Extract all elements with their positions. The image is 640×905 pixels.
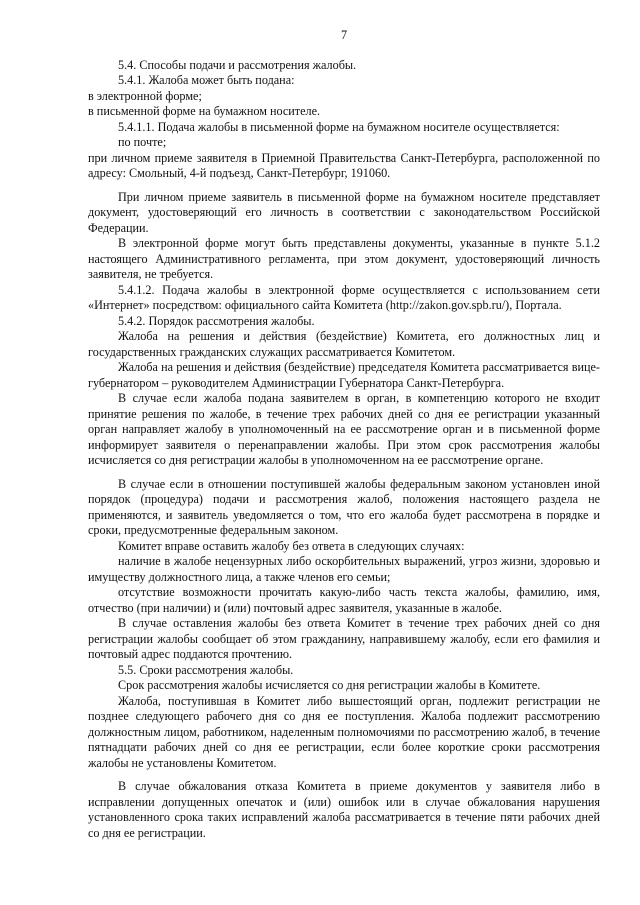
paragraph-electronic-documents: В электронной форме могут быть представлены документы, указанные в пункте 5.1.2 настоящего Административного регламента, при этом документ, удостоверяющий личность заявителя, не требуется.	[88, 236, 600, 281]
list-item-unreadable: отсутствие возможности прочитать какую-либо часть текста жалобы, фамилию, имя, отчество (при наличии) и (или) почтовый адрес заявителя, указанные в жалобе.	[88, 585, 600, 615]
paragraph-registration: Жалоба, поступившая в Комитет либо вышестоящий орган, подлежит регистрации не позднее следующего рабочего дня со дня ее поступления. Жалоба подлежит рассмотрению должностным лицом, работником, наделенным полномочиями по рассмотрению жалоб, в течение пятнадцати рабочих дней со дня ее регистрации, если более короткие сроки рассмотрения жалобы не установлены Комитетом.	[88, 693, 600, 770]
paragraph-no-answer-cases: Комитет вправе оставить жалобу без ответа в следующих случаях:	[118, 538, 465, 553]
paragraph-refusal-appeal: В случае обжалования отказа Комитета в приеме документов у заявителя либо в исправлении допущенных опечаток и (или) ошибок или в случае обжалования нарушения установленного срока таких исправлений жалоба рассматривается в течение пяти рабочих дней со дня ее регистрации.	[88, 779, 600, 840]
list-item-personal-reception: при личном приеме заявителя в Приемной Правительства Санкт-Петербурга, расположенной по адресу: Смольный, 4-й подъезд, Санкт-Петербург, 191060.	[88, 150, 600, 180]
paragraph-wrong-authority: В случае если жалоба подана заявителем в орган, в компетенцию которого не входит принятие решения по жалобе, в течение трех рабочих дней со дня ее регистрации указанный орган направляет жалобу в уполномоченный на ее рассмотрение орган и в письменной форме информирует заявителя о перенаправлении жалобы. При этом срок рассмотрения жалобы исчисляется со дня регистрации жалобы в уполномоченном на ее рассмотрение органе.	[88, 391, 600, 467]
paragraph-5-4-1: 5.4.1. Жалоба может быть подана:	[118, 73, 295, 87]
section-heading-5-4-2: 5.4.2. Порядок рассмотрения жалобы.	[118, 313, 315, 328]
list-item-electronic: в электронной форме;	[88, 88, 202, 103]
list-item-paper: в письменной форме на бумажном носителе.	[88, 104, 321, 118]
paragraph-review-period: Срок рассмотрения жалобы исчисляется со дня регистрации жалобы в Комитете.	[118, 678, 541, 692]
section-heading-5-4: 5.4. Способы подачи и рассмотрения жалобы.	[118, 57, 357, 72]
section-heading-5-5: 5.5. Сроки рассмотрения жалобы.	[118, 662, 294, 677]
paragraph-chairman-review: Жалоба на решения и действия (бездействие) председателя Комитета рассматривается вице-губернатором – руководителем Администрации Губернатора Санкт-Петербурга.	[88, 360, 600, 390]
list-item-obscene-language: наличие в жалобе нецензурных либо оскорбительных выражений, угроз жизни, здоровью и имуществу должностного лица, а также членов его семьи;	[88, 554, 600, 584]
paragraph-5-4-1-2: 5.4.1.2. Подача жалобы в электронной форме осуществляется с использованием сети «Интернет» посредством: официального сайта Комитета (http://zakon.gov.spb.ru/), Портала.	[88, 282, 600, 312]
paragraph-personal-reception-document: При личном приеме заявитель в письменной форме на бумажном носителе представляет документ, удостоверяющий его личность в соответствии с законодательством Российской Федерации.	[88, 189, 600, 235]
paragraph-federal-law: В случае если в отношении поступившей жалобы федеральным законом установлен иной порядок (процедура) подачи и рассмотрения жалоб, положения настоящего раздела не применяются, и заявитель уведомляется о том, что его жалоба будет рассмотрена в порядке и сроки, предусмотренные федеральным законом.	[88, 476, 600, 537]
page-number: 7	[340, 28, 348, 42]
paragraph-5-4-1-1: 5.4.1.1. Подача жалобы в письменной форме на бумажном носителе осуществляется:	[118, 119, 560, 134]
document-page	[88, 28, 600, 841]
paragraph-committee-review: Жалоба на решения и действия (бездействие) Комитета, его должностных лиц и государственных гражданских служащих рассматривается Комитетом.	[88, 329, 600, 359]
list-item-post: по почте;	[118, 135, 167, 149]
paragraph-no-answer-notice: В случае оставления жалобы без ответа Комитет в течение трех рабочих дней со дня регистрации жалобы сообщает об этом гражданину, направившему жалобу, если его фамилия и почтовый адрес поддаются прочтению.	[88, 616, 600, 661]
